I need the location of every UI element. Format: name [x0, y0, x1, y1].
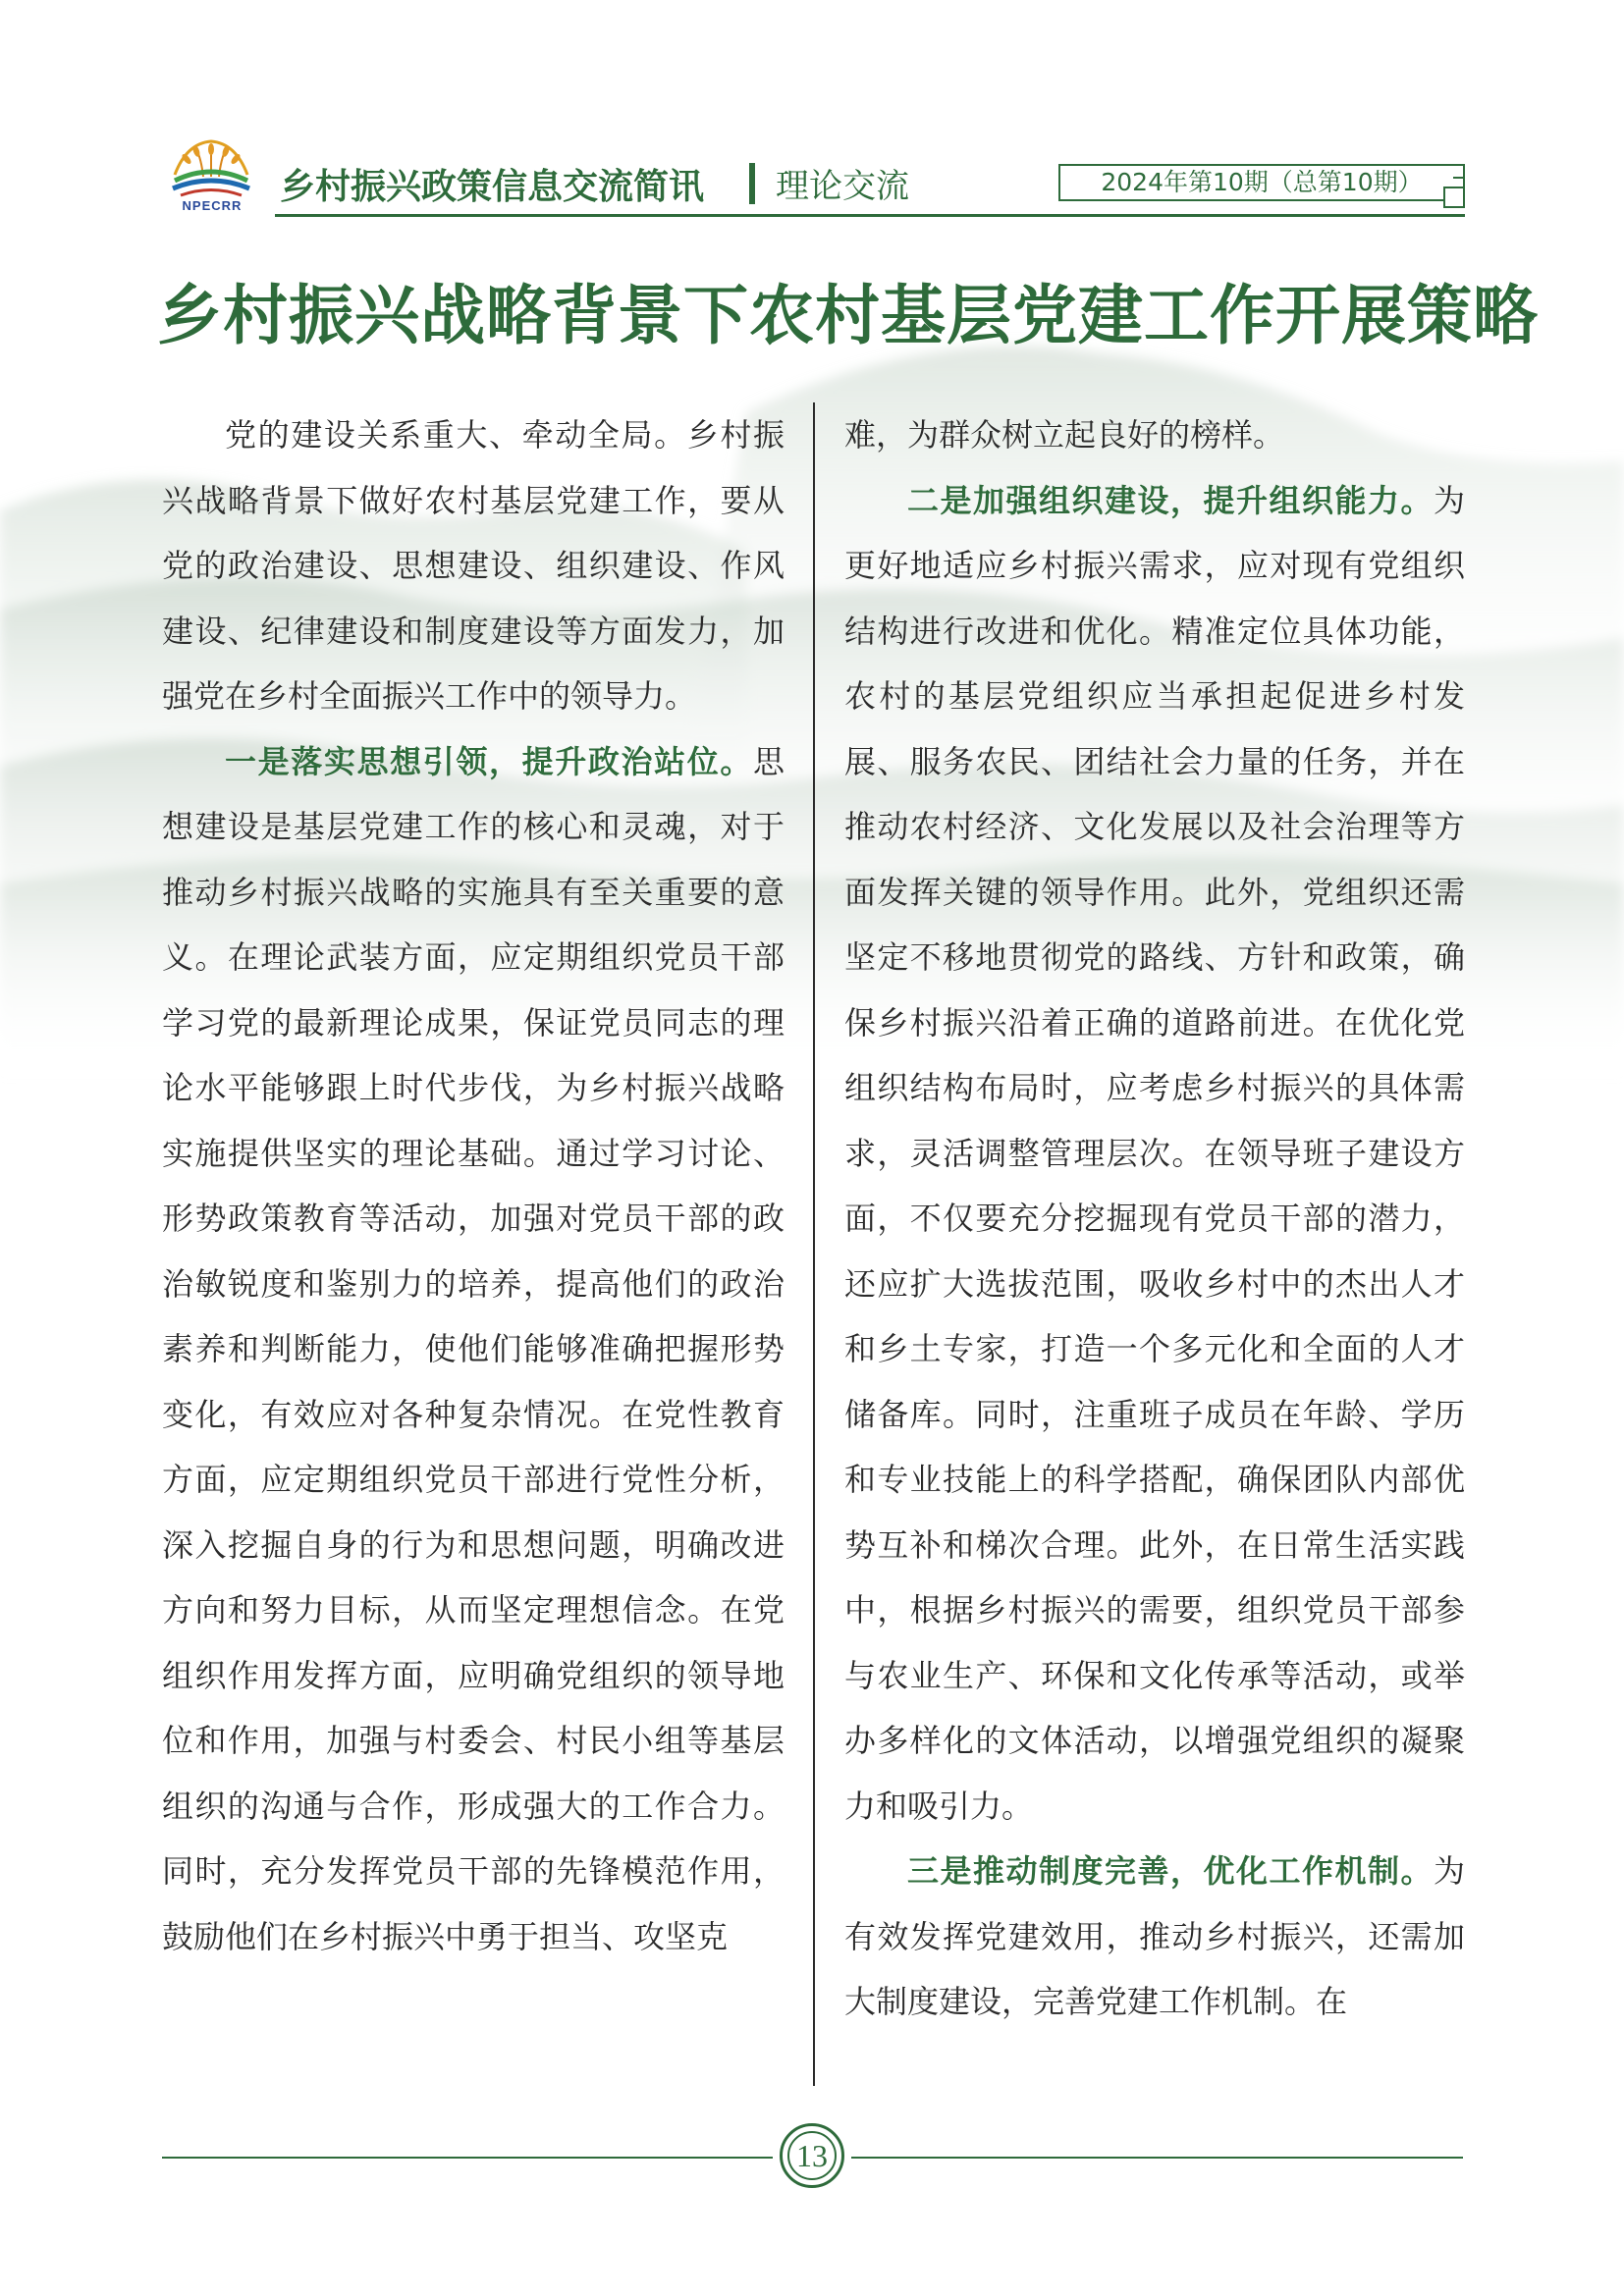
page-number: 13 — [787, 2131, 837, 2180]
point3-body: 为有效发挥党建效用，推动乡村振兴，还需加大制度建设，完善党建工作机制。在 — [844, 1852, 1465, 2020]
point1-heading: 一是落实思想引领，提升政治站位。 — [225, 742, 753, 780]
left-column — [162, 402, 785, 1969]
point1-paragraph — [162, 729, 785, 1970]
point1-body: 思想建设是基层党建工作的核心和灵魂，对于推动乡村振兴战略的实施具有至关重要的意义。在理论武装方面，应定期组织党员干部学习党的最新理论成果，保证党员同志的理论水平能够跟上时代步伐，为乡村振兴战略实施提供坚实的理论基础。通过学习讨论、形势政策教育等活动，加强对党员干部的政治敏锐度和鉴别力的培养，提高他们的政治素养和判断能力，使他们能够准确把握形势变化，有效应对各种复杂情况。在党性教育方面，应定期组织党员干部进行党性分析，深入挖掘自身的行为和思想问题，明确改进方向和努力目标，从而坚定理想信念。在党组织作用发挥方面，应明确党组织的领导地位和作用，加强与村委会、村民小组等基层组织的沟通与合作，形成强大的工作合力。同时，充分发挥党员干部的先锋模范作用，鼓励他们在乡村振兴中勇于担当、攻坚克 — [162, 742, 785, 1955]
footer-rule-right — [851, 2157, 1463, 2159]
section-name: 理论交流 — [776, 167, 909, 206]
npecrr-logo — [157, 137, 265, 216]
right-column — [844, 402, 1465, 2035]
point3-heading: 三是推动制度完善，优化工作机制。 — [907, 1852, 1434, 1890]
wheat-sun-logo-icon — [157, 137, 265, 200]
publication-name: 乡村振兴政策信息交流简讯 — [280, 167, 705, 207]
column-divider — [813, 402, 815, 2086]
point2-heading: 二是加强组织建设，提升组织能力。 — [907, 481, 1434, 519]
header-divider — [749, 163, 755, 204]
issue-badge-square-icon — [1443, 187, 1465, 208]
page-header — [157, 137, 1463, 216]
point2-paragraph — [844, 468, 1465, 1840]
point3-paragraph — [844, 1839, 1465, 2035]
point2-body: 为更好地适应乡村振兴需求，应对现有党组织结构进行改进和优化。精准定位具体功能，农村的基层党组织应当承担起促进乡村发展、服务农民、团结社会力量的任务，并在推动农村经济、文化发展以及社会治理等方面发挥关键的领导作用。此外，党组织还需坚定不移地贯彻党的路线、方针和政策，确保乡村振兴沿着正确的道路前进。在优化党组织结构布局时，应考虑乡村振兴的具体需求，灵活调整管理层次。在领导班子建设方面，不仅要充分挖掘现有党员干部的潜力，还应扩大选拔范围，吸收乡村中的杰出人才和乡土专家，打造一个多元化和全面的人才储备库。同时，注重班子成员在年龄、学历和专业技能上的科学搭配，确保团队内部优势互补和梯次合理。此外，在日常生活实践中，根据乡村振兴的需要，组织党员干部参与农业生产、环保和文化传承等活动，或举办多样化的文体活动，以增强党组织的凝聚力和吸引力。 — [844, 481, 1465, 1825]
continuation-text: 难，为群众树立起良好的榜样。 — [844, 416, 1285, 454]
header-rule — [275, 214, 1465, 217]
page-number-badge — [780, 2123, 844, 2188]
footer-rule-left — [162, 2157, 773, 2159]
issue-badge: 2024年第10期（总第10期） — [1058, 164, 1465, 201]
intro-paragraph: 党的建设关系重大、牵动全局。乡村振兴战略背景下做好农村基层党建工作，要从党的政治建设、思想建设、组织建设、作风建设、纪律建设和制度建设等方面发力，加强党在乡村全面振兴工作中的领导力。 — [162, 416, 785, 715]
logo-text: NPECRR — [182, 198, 243, 213]
article-title: 乡村振兴战略背景下农村基层党建工作开展策略 — [157, 277, 1539, 353]
